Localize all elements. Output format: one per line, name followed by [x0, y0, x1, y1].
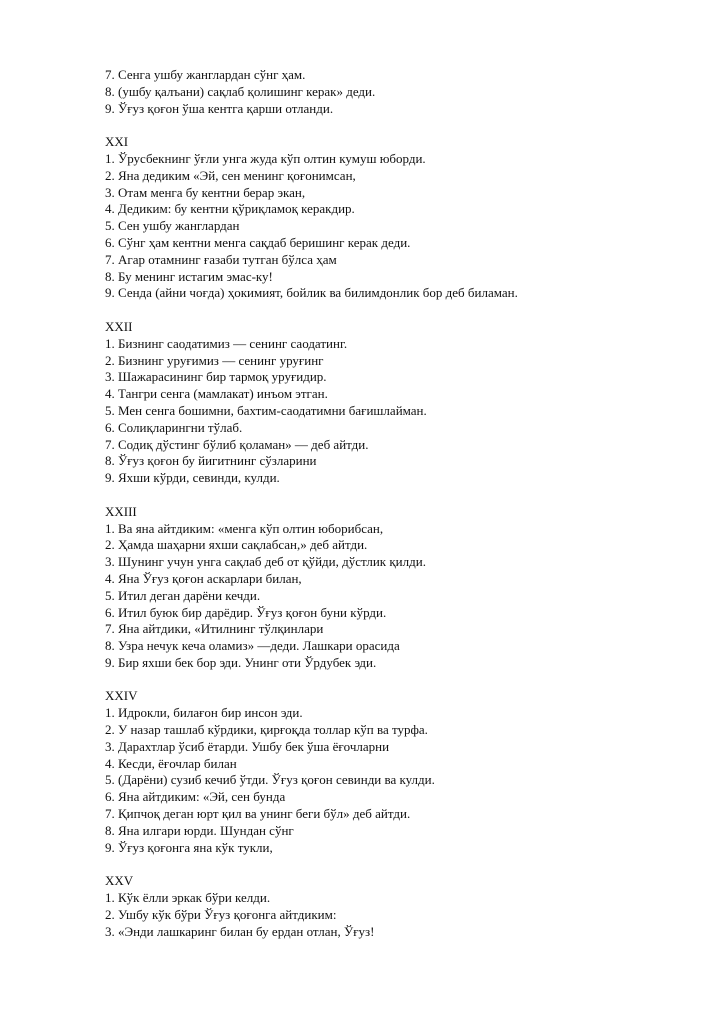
text-line: 2. Яна дедиким «Эй, сен менинг қоғонимсан,	[105, 167, 356, 183]
text-line: 7. Содиқ дўстинг бўлиб қоламан» — деб айтди.	[105, 436, 369, 452]
text-line: 8. Яна илгари юрди. Шундан сўнг	[105, 822, 294, 838]
document-page	[105, 67, 705, 940]
text-line: 3. «Энди лашкаринг билан бу ердан отлан, Ўғуз!	[105, 923, 375, 939]
text-line: 6. Итил буюк бир дарёдир. Ўғуз қоғон буни кўрди.	[105, 604, 387, 620]
text-line: 2. Ҳамда шаҳарни яхши сақлабсан,» деб айтди.	[105, 537, 368, 553]
text-line: 9. Сенда (айни чоғда) ҳокимият, бойлик ва билимдонлик бор деб биламан.	[105, 285, 518, 301]
section-gap	[105, 856, 705, 873]
text-line: 2. Бизнинг уруғимиз — сенинг уруғинг	[105, 352, 324, 368]
text-line: 9. Яхши кўрди, севинди, кулди.	[105, 470, 280, 486]
text-line: 3. Шунинг учун унга сақлаб деб от қўйди, дўстлик қилди.	[105, 554, 426, 570]
text-line: 5. Сен ушбу жанглардан	[105, 218, 240, 234]
text-line: 8. Узра нечук кеча оламиз» —деди. Лашкари орасида	[105, 638, 400, 654]
text-line: 1. Идрокли, билағон бир инсон эди.	[105, 705, 303, 721]
section-gap	[105, 302, 705, 319]
section-gap	[105, 117, 705, 134]
text-line: 5. (Дарёни) сузиб кечиб ўтди. Ўғуз қоғон севинди ва кулди.	[105, 772, 435, 788]
text-line: 1. Бизнинг саодатимиз — сенинг саодатинг.	[105, 335, 348, 351]
text-line: 3. Отам менга бу кентни берар экан,	[105, 184, 306, 200]
section-gap	[105, 672, 705, 689]
text-line: 3. Шажарасининг бир тармоқ уруғидир.	[105, 369, 327, 385]
text-line: 6. Сўнг ҳам кентни менга сақдаб беришинг керак деди.	[105, 234, 411, 250]
text-line: 8. Бу менинг истагим эмас-ку!	[105, 268, 273, 284]
section-gap	[105, 487, 705, 504]
text-line: 8. (ушбу қалъани) сақлаб қолишинг керак» деди.	[105, 83, 376, 99]
section	[105, 319, 705, 487]
text-line: 5. Итил деган дарёни кечди.	[105, 587, 261, 603]
text-line: 1. Ўрусбекнинг ўғли унга жуда кўп олтин кумуш юборди.	[105, 150, 426, 166]
section-heading: XXIV	[105, 688, 138, 704]
text-line: 4. Кесди, ёғочлар билан	[105, 755, 237, 771]
text-line: 2. Ушбу кўк бўри Ўғуз қоғонга айтдиким:	[105, 906, 337, 922]
text-line: 7. Қипчоқ деган юрт қил ва унинг беги бўл» деб айтди.	[105, 806, 411, 822]
section	[105, 504, 705, 672]
section	[105, 873, 705, 940]
text-line: 4. Дедиким: бу кентни қўриқламоқ керакдир.	[105, 201, 355, 217]
section-heading: XXIII	[105, 503, 137, 519]
text-line: 4. Яна Ўғуз қоғон аскарлари билан,	[105, 570, 302, 586]
text-line: 5. Мен сенга бошимни, бахтим-саодатимни бағишлайман.	[105, 402, 427, 418]
section-heading: XXV	[105, 873, 134, 889]
text-line: 9. Ўғуз қоғон ўша кентга қарши отланди.	[105, 100, 334, 116]
text-line: 2. У назар ташлаб кўрдики, қирғоқда толлар кўп ва турфа.	[105, 722, 428, 738]
text-line: 7. Сенга ушбу жанглардан сўнг ҳам.	[105, 67, 306, 82]
text-line: 7. Агар отамнинг ғазаби тутган бўлса ҳам	[105, 251, 337, 267]
text-line: 9. Бир яхши бек бор эди. Унинг оти Ўрдубек эди.	[105, 654, 377, 670]
text-line: 6. Солиқларингни тўлаб.	[105, 419, 243, 435]
section	[105, 688, 705, 856]
section	[105, 67, 705, 117]
text-line: 3. Дарахтлар ўсиб ётарди. Ушбу бек ўша ёғочларни	[105, 738, 390, 754]
section	[105, 134, 705, 302]
text-line: 1. Ва яна айтдиким: «менга кўп олтин юборибсан,	[105, 520, 384, 536]
text-line: 9. Ўғуз қоғонга яна кўк тукли,	[105, 839, 273, 855]
text-line: 1. Кўк ёлли эркак бўри келди.	[105, 890, 271, 906]
section-heading: XXI	[105, 134, 129, 150]
text-line: 4. Тангри сенга (мамлакат) инъом этган.	[105, 386, 328, 402]
text-line: 6. Яна айтдиким: «Эй, сен бунда	[105, 789, 286, 805]
text-line: 8. Ўғуз қоғон бу йигитнинг сўзларини	[105, 453, 317, 469]
text-line: 7. Яна айтдики, «Итилнинг тўлқинлари	[105, 621, 324, 637]
section-heading: XXII	[105, 318, 133, 334]
